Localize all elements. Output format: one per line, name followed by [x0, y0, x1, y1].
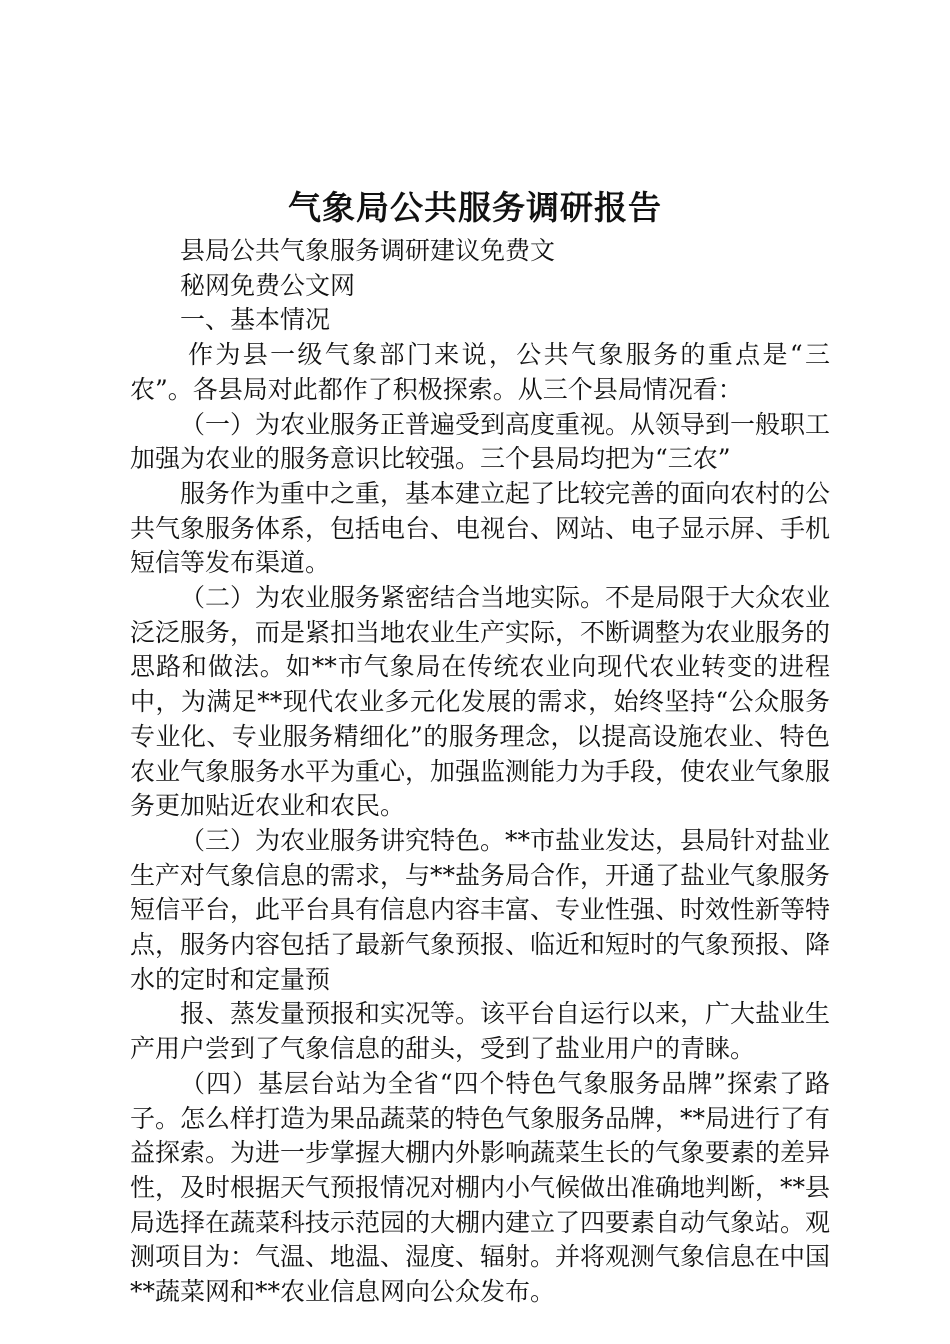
paragraph-item-2: （二）为农业服务紧密结合当地实际。不是局限于大众农业泛泛服务，而是紧扣当地农业生产实际，不断调整为农业服务的思路和做法。如**市气象局在传统农业向现代农业转变的进程中，为满足**现代农业多元化发展的需求，始终坚持“公众服务专业化、专业服务精细化”的服务理念，以提高设施农业、特色农业气象服务水平为重心，加强监测能力为手段，使农业气象服务更加贴近农业和农民。: [130, 583, 831, 821]
document-body: [130, 234, 830, 1310]
document-title: 气象局公共服务调研报告: [288, 188, 662, 227]
section-heading-basic-situation: 一、基本情况: [180, 305, 331, 335]
paragraph-subtitle-line-2: 秘网免费公文网: [180, 270, 356, 300]
paragraph-subtitle-line-1: 县局公共气象服务调研建议免费文: [180, 236, 556, 265]
paragraph-item-3-continued: 报、蒸发量预报和实况等。该平台自运行以来，广大盐业生产用户尝到了气象信息的甜头，受到了盐业用户的青睐。: [130, 999, 831, 1064]
paragraph-item-4: （四）基层台站为全省“四个特色气象服务品牌”探索了路子。怎么样打造为果品蔬菜的特色气象服务品牌，**局进行了有益探索。为进一步掌握大棚内外影响蔬菜生长的气象要素的差异性，及时根据天气预报情况对棚内小气候做出准确地判断，**县局选择在蔬菜科技示范园的大棚内建立了四要素自动气象站。观测项目为：气温、地温、湿度、辐射。并将观测气象信息在中国**蔬菜网和**农业信息网向公众发布。: [130, 1068, 831, 1307]
paragraph-item-3: （三）为农业服务讲究特色。**市盐业发达，县局针对盐业生产对气象信息的需求，与**盐务局合作，开通了盐业气象服务短信平台，此平台具有信息内容丰富、专业性强、时效性新等特点，服务内容包括了最新气象预报、临近和短时的气象预报、降水的定时和定量预: [130, 825, 831, 994]
paragraph-intro: 作为县一级气象部门来说，公共气象服务的重点是“三农”。各县局对此都作了积极探索。从三个县局情况看：: [130, 340, 830, 404]
paragraph-item-1-continued: 服务作为重中之重，基本建立起了比较完善的面向农村的公共气象服务体系，包括电台、电视台、网站、电子显示屏、手机短信等发布渠道。: [130, 478, 831, 578]
paragraph-item-1: （一）为农业服务正普遍受到高度重视。从领导到一般职工加强为农业的服务意识比较强。三个县局均把为“三农”: [130, 409, 831, 474]
